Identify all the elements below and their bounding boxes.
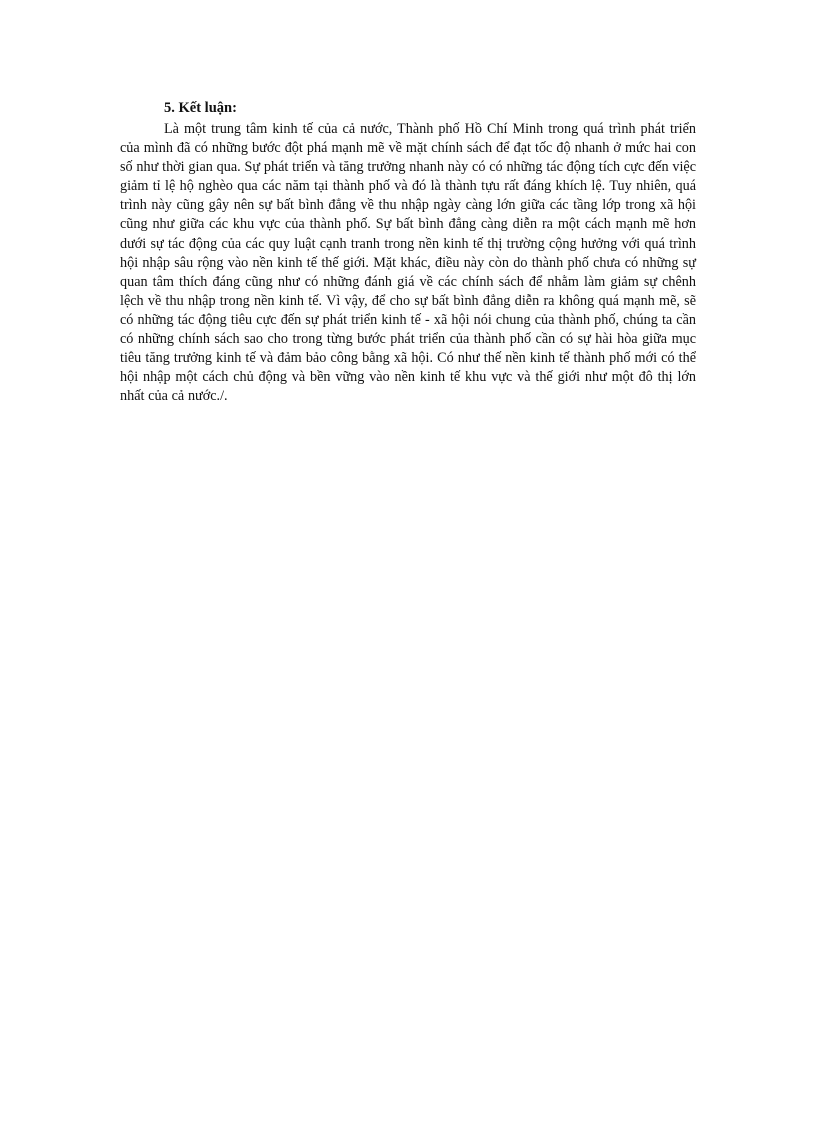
conclusion-paragraph: Là một trung tâm kinh tế của cả nước, Thành phố Hồ Chí Minh trong quá trình phát triển của mình đã có những bước đột phá mạnh mẽ về mặt chính sách để đạt tốc độ nhanh ở mức hai con số như thời gian qua. Sự phát triển và tăng trưởng nhanh này có có những tác động tích cực đến việc giảm tỉ lệ hộ nghèo qua các năm tại thành phố và đó là thành tựu rất đáng khích lệ. Tuy nhiên, quá trình này cũng gây nên sự bất bình đẳng về thu nhập ngày càng lớn giữa các tầng lớp trong xã hội cũng như giữa các khu vực của thành phố. Sự bất bình đẳng càng diễn ra một cách mạnh mẽ hơn dưới sự tác động của các quy luật cạnh tranh trong nền kinh tế thị trường cộng hưởng với quá trình hội nhập sâu rộng vào nền kinh tế thế giới. Mặt khác, điều này còn do thành phố chưa có những sự quan tâm thích đáng cũng như có những đánh giá về các chính sách để nhằm làm giảm sự chênh lệch về thu nhập trong nền kinh tế. Vì vậy, để cho sự bất bình đẳng diễn ra không quá mạnh mẽ, sẽ có những tác động tiêu cực đến sự phát triển kinh tế - xã hội nói chung của thành phố, chúng ta cần có những chính sách sao cho trong từng bước phát triển của thành phố cần có sự hài hòa giữa mục tiêu tăng trưởng kinh tế và đảm bảo công bằng xã hội. Có như thế nền kinh tế thành phố mới có thể hội nhập một cách chủ động và bền vững vào nền kinh tế khu vực và thế giới như một đô thị lớn nhất của cả nước./. — [120, 121, 696, 405]
section-heading: 5. Kết luận: — [164, 100, 237, 116]
conclusion-section — [120, 98, 696, 406]
